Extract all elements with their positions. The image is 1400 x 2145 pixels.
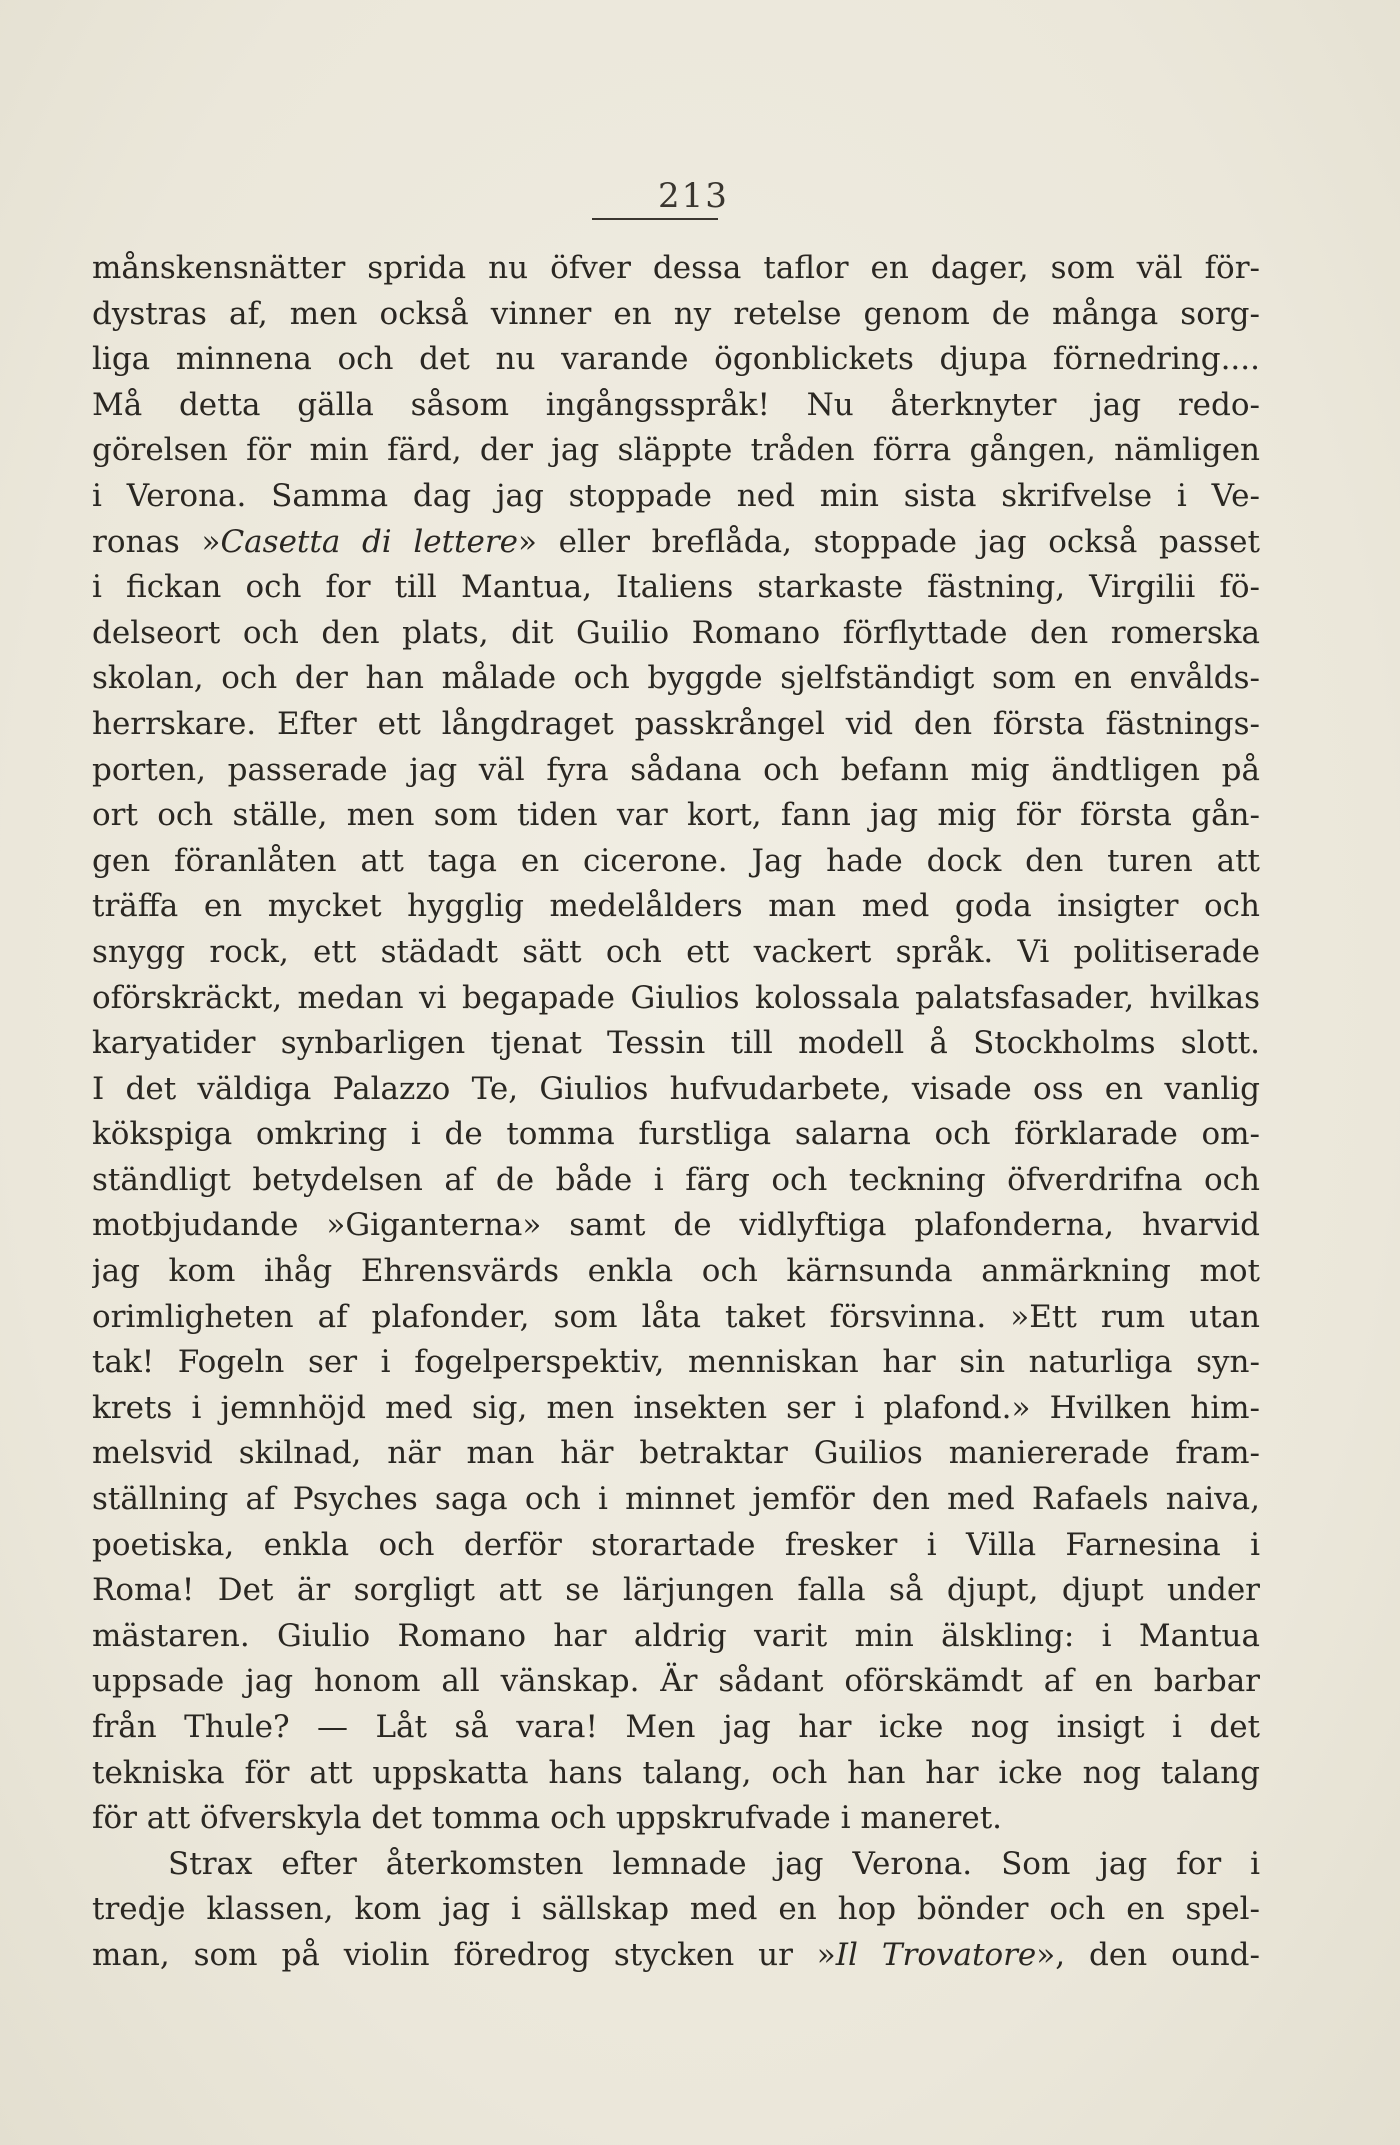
text-run: i fickan och for till Mantua, Italiens starkaste fästning, Virgilii fö-	[92, 569, 1260, 606]
text-run: oförskräckt, medan vi begapade Giulios kolossala palatsfasader, hvilkas	[92, 979, 1260, 1016]
text-run: motbjudande »Giganterna» samt de vidlyftiga plafonderna, hvarvid	[92, 1207, 1260, 1244]
text-line	[92, 428, 1260, 474]
text-run: dystras af, men också vinner en ny retelse genom de många sorg-	[92, 295, 1260, 332]
text-run: man, som på violin föredrog stycken ur »	[92, 1936, 836, 1973]
italic-title: Casetta di lettere	[220, 523, 519, 560]
text-run: uppsade jag honom all vänskap. Är sådant oförskämdt af en barbar	[92, 1663, 1260, 1700]
text-run: tekniska för att uppskatta hans talang, och han har icke nog talang	[92, 1754, 1260, 1791]
text-line	[92, 1933, 1260, 1979]
text-line	[92, 1751, 1260, 1797]
text-line	[92, 702, 1260, 748]
text-line	[92, 1796, 1260, 1842]
text-line	[92, 1659, 1260, 1705]
text-run: träffa en mycket hygglig medelålders man med goda insigter och	[92, 888, 1260, 925]
text-run: I det väldiga Palazzo Te, Giulios hufvudarbete, visade oss en vanlig	[92, 1070, 1260, 1107]
text-line	[92, 839, 1260, 885]
text-line	[92, 1568, 1260, 1614]
text-line	[92, 1705, 1260, 1751]
text-run: görelsen för min färd, der jag släppte tråden förra gången, nämligen	[92, 432, 1260, 469]
text-run: liga minnena och det nu varande ögonblickets djupa förnedring....	[92, 341, 1260, 378]
text-line	[92, 337, 1260, 383]
text-line	[92, 793, 1260, 839]
text-run: krets i jemnhöjd med sig, men insekten ser i plafond.» Hvilken him-	[92, 1389, 1260, 1426]
text-run: herrskare. Efter ett långdraget passkrångel vid den första fästnings-	[92, 705, 1260, 742]
text-line	[92, 1021, 1260, 1067]
text-run: snygg rock, ett städadt sätt och ett vackert språk. Vi politiserade	[92, 933, 1260, 970]
text-line	[92, 1386, 1260, 1432]
text-line	[92, 1340, 1260, 1386]
text-line	[92, 884, 1260, 930]
text-run: månskensnätter sprida nu öfver dessa taflor en dager, som väl för-	[92, 250, 1260, 286]
text-line	[92, 246, 1260, 292]
text-line	[92, 748, 1260, 794]
text-line	[92, 1295, 1260, 1341]
text-run: » eller breflåda, stoppade jag också passet	[518, 523, 1260, 560]
paragraph-start-line	[92, 1842, 1260, 1888]
text-line	[92, 474, 1260, 520]
text-run: ständligt betydelsen af de både i färg och teckning öfverdrifna och	[92, 1161, 1260, 1198]
text-run: ort och ställe, men som tiden var kort, fann jag mig för första gån-	[92, 797, 1260, 834]
text-run: från Thule? — Låt så vara! Men jag har icke nog insigt i det	[92, 1709, 1260, 1745]
text-line	[92, 930, 1260, 976]
text-run: ställning af Psyches saga och i minnet jemför den med Rafaels naiva,	[92, 1481, 1260, 1518]
text-run: poetiska, enkla och derför storartade fresker i Villa Farnesina i	[92, 1526, 1260, 1563]
text-line	[92, 1431, 1260, 1477]
text-line	[92, 1887, 1260, 1933]
text-line	[92, 976, 1260, 1022]
text-line	[92, 656, 1260, 702]
text-line	[92, 1614, 1260, 1660]
text-line	[92, 1067, 1260, 1113]
text-run: tak! Fogeln ser i fogelperspektiv, menniskan har sin naturliga syn-	[92, 1344, 1260, 1381]
text-run: delseort och den plats, dit Guilio Romano förflyttade den romerska	[92, 614, 1260, 651]
text-line	[92, 1112, 1260, 1158]
body-text	[92, 246, 1260, 1979]
page-number: 213	[658, 176, 729, 216]
text-line	[92, 1203, 1260, 1249]
text-run: mästaren. Giulio Romano har aldrig varit min älskling: i Mantua	[92, 1617, 1260, 1654]
text-line	[92, 1477, 1260, 1523]
text-run: orimligheten af plafonder, som låta taket försvinna. »Ett rum utan	[92, 1298, 1260, 1335]
text-line	[92, 1523, 1260, 1569]
text-run: Må detta gälla såsom ingångsspråk! Nu återknyter jag redo-	[92, 386, 1260, 423]
text-line	[92, 1158, 1260, 1204]
text-run: porten, passerade jag väl fyra sådana och befann mig ändtligen på	[92, 751, 1260, 788]
text-run: Roma! Det är sorgligt att se lärjungen falla så djupt, djupt under	[92, 1572, 1260, 1609]
text-line	[92, 292, 1260, 338]
text-line	[92, 611, 1260, 657]
text-run: kökspiga omkring i de tomma furstliga salarna och förklarade om-	[92, 1116, 1260, 1153]
text-run: för att öfverskyla det tomma och uppskrufvade i maneret.	[92, 1800, 1003, 1837]
text-run: tredje klassen, kom jag i sällskap med en hop bönder och en spel-	[92, 1891, 1260, 1928]
text-line	[92, 1249, 1260, 1295]
page-number-rule	[592, 218, 718, 220]
text-line	[92, 383, 1260, 429]
text-run: », den ound-	[1036, 1936, 1260, 1973]
text-run: melsvid skilnad, när man här betraktar Guilios maniererade fram-	[92, 1435, 1260, 1472]
italic-title: Il Trovatore	[835, 1936, 1037, 1973]
text-line	[92, 520, 1260, 566]
text-run: Strax efter återkomsten lemnade jag Verona. Som jag for i	[168, 1845, 1260, 1882]
text-run: i Verona. Samma dag jag stoppade ned min sista skrifvelse i Ve-	[92, 477, 1260, 514]
text-line	[92, 565, 1260, 611]
text-run: karyatider synbarligen tjenat Tessin till modell å Stockholms slott.	[92, 1025, 1260, 1062]
text-run: ronas »	[92, 523, 221, 560]
text-run: skolan, och der han målade och byggde sjelfständigt som en envålds-	[92, 660, 1260, 697]
text-run: gen föranlåten att taga en cicerone. Jag hade dock den turen att	[92, 842, 1260, 879]
text-run: jag kom ihåg Ehrensvärds enkla och kärnsunda anmärkning mot	[92, 1253, 1260, 1290]
